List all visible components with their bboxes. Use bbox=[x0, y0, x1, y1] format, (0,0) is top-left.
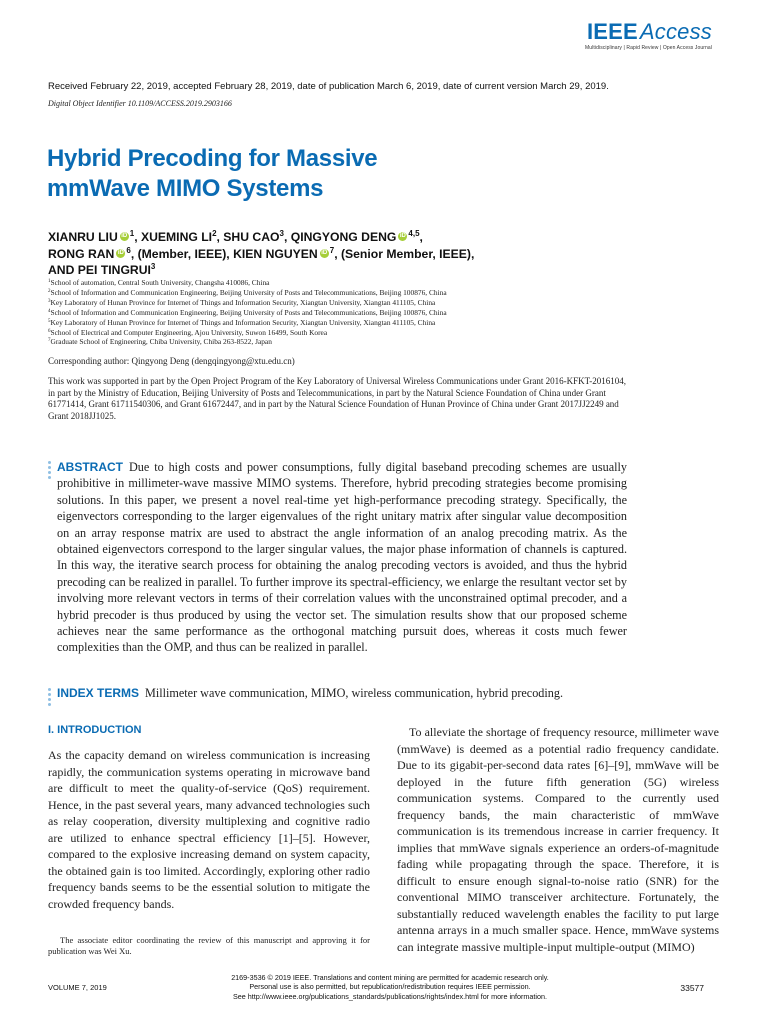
title-line-1: Hybrid Precoding for Massive bbox=[47, 145, 378, 172]
affiliation-item bbox=[48, 278, 648, 288]
index-terms-label: INDEX TERMS bbox=[57, 686, 140, 700]
affiliation-text: Key Laboratory of Hunan Province for Internet of Things and Information Security, Xiangtan University, Xiangtan 411105, China bbox=[50, 297, 436, 307]
page-number: 33577 bbox=[680, 983, 704, 993]
abstract-text: Due to high costs and power consumptions, fully digital baseband precoding schemes are usually prohibitive in millimeter-wave massive MIMO systems. Therefore, hybrid precoding strategies become promising solutions. In this paper, we present a novel real-time yet high-performance precoding strategy. Specifically, the eigenvectors corresponding to the larger eigenvalues of the right unitary matrix after singular value decomposition on an array response matrix are used to abstract the angle information of an analog precoding matrix. As the obtained eigenvectors correspond to the larger singular values, the major phase information of channels is captured. In this way, the iterative search process for obtaining the analog precoding vectors is avoided, and thus the hybrid precoding can be realized in parallel. To further improve its spectral-efficiency, we enlarge the resultant vector set by involving more relevant vectors in terms of their correlation values with the unconstrained optimal precoder, and a hybrid precoder is thus produced by using the vector set. The simulation results show that our proposed scheme achieves near the same performance as the orthogonal matching pursuit does, whereas it costs much fewer complexities than the OMP, and thus can be realized in parallel. bbox=[57, 460, 627, 655]
footer-copyright bbox=[190, 973, 590, 1001]
affiliation-number: 4 bbox=[48, 308, 51, 314]
affiliation-list bbox=[48, 278, 648, 347]
affiliation-text: School of Information and Communication Engineering, Beijing University of Posts and Telecommunications, Beijing 100876, China bbox=[50, 287, 447, 297]
author-separator: , bbox=[419, 230, 423, 244]
author-list bbox=[48, 229, 708, 279]
index-terms bbox=[57, 686, 697, 701]
author-name: XIANRU LIU bbox=[48, 230, 118, 244]
affiliation-number: 3 bbox=[48, 298, 51, 304]
intro-paragraph-2: To alleviate the shortage of frequency resource, millimeter wave (mmWave) is deemed as a potential radio frequency candidate. Due to its gigabit-per-second data rates [6]–[9], mmWave will be deployed in the future fifth generation (5G) wireless communication systems. Compared to the currently used frequency bands, the main characteristic of mmWave communication is its tremendous increase in carrier frequency. It implies that mmWave signals experience an orders-of-magnitude fading while propagating through the space. Therefore, it is difficult to ensure enough signal-to-noise ratio (SNR) for the conventional MIMO transceiver architecture. Fortunately, the substantially reduced wavelength enables the facility to put large antenna arrays in a much smaller space. Hence, mmWave systems can integrate massive multiple-input multiple-output (MIMO) bbox=[397, 725, 719, 954]
orcid-icon[interactable]: iD bbox=[321, 249, 328, 256]
author-line-1 bbox=[48, 229, 708, 246]
affiliation-text: Key Laboratory of Hunan Province for Internet of Things and Information Security, Xiangtan University, Xiangtan 411105, China bbox=[50, 317, 436, 327]
journal-logo bbox=[585, 20, 712, 51]
orcid-icon[interactable]: iD bbox=[117, 249, 124, 256]
author-affil-sup: 1 bbox=[129, 229, 135, 238]
logo-ieee: IEEE bbox=[586, 19, 638, 44]
author-affil-sup: 4,5 bbox=[408, 229, 420, 238]
intro-paragraph-1: As the capacity demand on wireless communication is increasing rapidly, the communication systems operating in microwave band are difficult to meet the quality-of-service (QoS) requirement. Hence, in the past several years, many advanced technologies such as relay cooperation, diversity multiplexing and cognitive radio are utilized to enhance spectral efficiency [1]–[5]. However, compared to the explosive increasing demand on system capacity, the obtained gain is too limited. Accordingly, exploring other radio frequency bands seems to be the essential solution to mitigate the crowded frequency bands. bbox=[48, 748, 370, 911]
affiliation-number: 1 bbox=[48, 279, 51, 284]
abstract bbox=[57, 459, 627, 656]
author-affil-sup: 3 bbox=[150, 262, 156, 271]
affiliation-text: School of automation, Central South University, Changsha 410086, China bbox=[50, 278, 270, 287]
author-name: AND PEI TINGRUI bbox=[48, 263, 151, 277]
orcid-icon[interactable]: iD bbox=[121, 233, 128, 239]
affiliation-text: School of Electrical and Computer Engineering, Ajou University, Suwon 16499, South Korea bbox=[50, 327, 328, 337]
abstract-dots-icon bbox=[48, 461, 52, 481]
footer-volume: VOLUME 7, 2019 bbox=[48, 983, 107, 992]
footer-copyright-line: 2169-3536 © 2019 IEEE. Translations and content mining are permitted for academic research only. bbox=[231, 973, 549, 982]
affiliation-text: School of Information and Communication Engineering, Beijing University of Posts and Telecommunications, Beijing 100876, China bbox=[50, 307, 447, 317]
affiliation-number: 5 bbox=[48, 318, 51, 324]
author-name: , SHU CAO bbox=[216, 230, 280, 244]
abstract-label: ABSTRACT bbox=[57, 460, 123, 474]
index-terms-dots-icon bbox=[48, 688, 52, 708]
footer-copyright-line: Personal use is also permitted, but republication/redistribution requires IEEE permission. bbox=[249, 982, 531, 992]
affiliation-number: 6 bbox=[48, 328, 51, 334]
received-dates: Received February 22, 2019, accepted February 28, 2019, date of publication March 6, 2019, date of current version March 29, 2019. bbox=[48, 81, 609, 92]
editor-footnote: The associate editor coordinating the review of this manuscript and approving it for publication was Wei Xu. bbox=[48, 935, 370, 956]
paper-title bbox=[47, 144, 547, 204]
affiliation-number: 2 bbox=[48, 288, 51, 294]
corresponding-author: Corresponding author: Qingyong Deng (dengqingyong@xtu.edu.cn) bbox=[48, 356, 295, 366]
author-name: , (Member, IEEE), KIEN NGUYEN bbox=[130, 246, 318, 261]
author-affil-sup: 3 bbox=[279, 229, 284, 238]
author-membership: , (Senior Member, IEEE), bbox=[334, 246, 475, 261]
footer-rights-link[interactable]: See http://www.ieee.org/publications_standards/publications/rights/index.html for more information. bbox=[232, 991, 548, 1001]
affiliation-text: Graduate School of Engineering, Chiba University, Chiba 263-8522, Japan bbox=[50, 337, 272, 347]
affiliation-item bbox=[48, 308, 648, 318]
author-affil-sup: 6 bbox=[126, 245, 131, 255]
section-heading-introduction: I. INTRODUCTION bbox=[48, 724, 142, 736]
author-line-3 bbox=[48, 262, 708, 279]
affiliation-number: 7 bbox=[48, 338, 51, 344]
journal-tagline: Multidisciplinary | Rapid Review | Open Access Journal bbox=[585, 45, 712, 51]
logo-access: Access bbox=[639, 19, 712, 44]
affiliation-item bbox=[48, 288, 648, 298]
doi[interactable]: Digital Object Identifier 10.1109/ACCESS.2019.2903166 bbox=[48, 99, 232, 108]
affiliation-item bbox=[48, 298, 648, 308]
affiliation-item bbox=[48, 318, 648, 328]
funding-statement: This work was supported in part by the Open Project Program of the Key Laboratory of Universal Wireless Communications under Grant 2016-KFKT-2016104, in part by the Ministry of Education, Beijing University of Posts and Telecommunications, in part by the Natural Science Foundation of China under Grant 61771414, Grant 61711540306, and Grant 61672447, and in part by the Natural Science Foundation of Hunan Province of China under Grant 2017JJ2249 and Grant 2018JJ1025. bbox=[48, 376, 627, 421]
title-line-2: mmWave MIMO Systems bbox=[47, 175, 324, 202]
orcid-icon[interactable]: iD bbox=[399, 233, 406, 239]
author-line-2 bbox=[48, 246, 708, 263]
author-name: RONG RAN bbox=[48, 246, 115, 261]
journal-name bbox=[585, 20, 712, 44]
author-name: , QINGYONG DENG bbox=[283, 230, 397, 244]
author-affil-sup: 7 bbox=[329, 245, 335, 255]
affiliation-item bbox=[48, 328, 648, 338]
index-terms-text: Millimeter wave communication, MIMO, wireless communication, hybrid precoding. bbox=[145, 686, 564, 700]
author-name: , XUEMING LI bbox=[134, 230, 213, 244]
author-affil-sup: 2 bbox=[212, 229, 217, 238]
affiliation-item bbox=[48, 337, 648, 347]
